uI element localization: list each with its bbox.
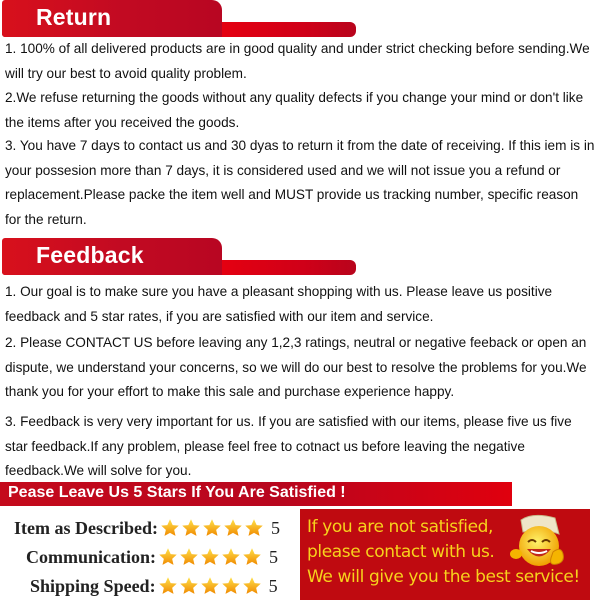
star-rating xyxy=(158,547,263,567)
header-tab xyxy=(2,0,222,37)
rating-value: 5 xyxy=(268,575,278,596)
star-icon xyxy=(181,518,201,538)
return-paragraph-3: 3. You have 7 days to contact us and 30 dyas to return it from the date of receiving. If this iem is in your possesion more than 7 days, it is considered used and we will not issue you a refund or replacement.Please packe the item well and MUST provide us tracking number, specific reason for the return. xyxy=(5,138,595,227)
rating-label: Shipping Speed: xyxy=(30,575,156,596)
rating-row-shipping-speed xyxy=(30,572,278,600)
return-paragraph-2: 2.We refuse returning the goods without any quality defects if you change your mind or don't like the items after you received the goods. xyxy=(5,90,584,130)
star-icon xyxy=(221,576,241,596)
star-icon xyxy=(158,547,178,567)
five-stars-banner xyxy=(0,482,512,506)
star-icon xyxy=(223,518,243,538)
rating-label: Communication: xyxy=(26,546,156,567)
ratings-panel xyxy=(0,512,300,600)
star-icon xyxy=(244,518,264,538)
service-message-box xyxy=(300,509,590,600)
return-section-header xyxy=(0,0,360,37)
feedback-paragraph-1: 1. Our goal is to make sure you have a pleasant shopping with us. Please leave us positive feedback and 5 star rates, if you are satisfied with our item and service. xyxy=(5,284,553,324)
banner-text: Pease Leave Us 5 Stars If You Are Satisfied ! xyxy=(8,484,346,501)
star-rating xyxy=(158,576,263,596)
return-title: Return xyxy=(36,4,112,30)
return-paragraph-1: 1. 100% of all delivered products are in good quality and under strict checking before sending.We will try our best to avoid quality problem. xyxy=(5,41,590,81)
service-line-1: If you are not satisfied, xyxy=(307,517,494,537)
star-icon xyxy=(221,547,241,567)
star-icon xyxy=(200,576,220,596)
star-icon xyxy=(160,518,180,538)
rating-row-communication xyxy=(26,543,278,571)
star-icon xyxy=(242,576,262,596)
rating-row-item-as-described xyxy=(14,514,280,542)
rating-label: Item as Described: xyxy=(14,517,158,538)
feedback-paragraph-2: 2. Please CONTACT US before leaving any 1,2,3 ratings, neutral or negative feeback or open an dispute, we understand your concerns, so we will do our best to resolve the problems for you.We thank you for your effort to make this sale and purchase experience happy. xyxy=(5,335,587,399)
smiley-thumbs-up-icon xyxy=(503,514,573,570)
service-line-2: please contact with us. xyxy=(307,542,495,562)
star-rating xyxy=(160,518,265,538)
service-line-3: We will give you the best service! xyxy=(307,567,580,587)
rating-value: 5 xyxy=(270,517,280,538)
rating-value: 5 xyxy=(269,546,278,567)
star-icon xyxy=(242,547,262,567)
feedback-paragraph-3: 3. Feedback is very very important for us. If you are satisfied with our items, please five us five star feedback.If any problem, please feel free to cotnact us before leaving the negative feedback.We will solve for you. xyxy=(5,414,572,478)
feedback-title: Feedback xyxy=(36,242,144,268)
star-icon xyxy=(179,547,199,567)
star-icon xyxy=(179,576,199,596)
star-icon xyxy=(158,576,178,596)
star-icon xyxy=(200,547,220,567)
feedback-section-header xyxy=(0,238,360,275)
star-icon xyxy=(202,518,222,538)
